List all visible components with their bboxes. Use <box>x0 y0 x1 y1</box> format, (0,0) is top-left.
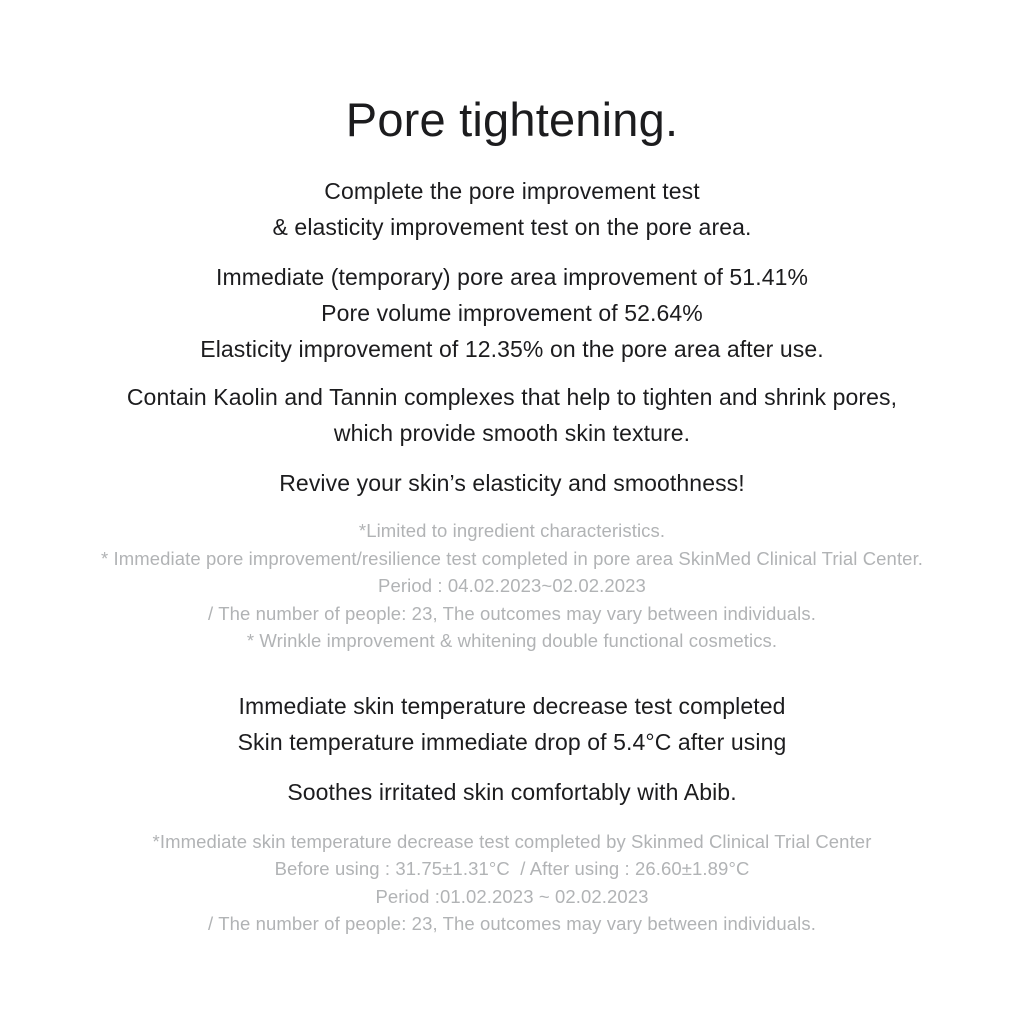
pore-intro-line: Complete the pore improvement test <box>324 178 700 204</box>
temperature-result-line: Skin temperature immediate drop of 5.4°C after using <box>237 728 787 755</box>
pore-disclaimer-line: Period : 04.02.2023~02.02.2023 <box>378 575 646 596</box>
pore-intro-line: & elasticity improvement test on the pore area. <box>272 214 752 240</box>
pore-tagline-line: Revive your skin’s elasticity and smoothness! <box>279 470 745 496</box>
temperature-disclaimer-line: Before using : 31.75±1.31°C / After using : 26.60±1.89°C <box>274 858 750 879</box>
pore-disclaimer-line: *Limited to ingredient characteristics. <box>358 520 666 541</box>
pore-disclaimer-line: * Wrinkle improvement & whitening double functional cosmetics. <box>246 630 778 651</box>
temperature-disclaimer-line: / The number of people: 23, The outcomes may vary between individuals. <box>208 913 816 934</box>
pore-tagline <box>0 465 1024 501</box>
temperature-result-line: Immediate skin temperature decrease test completed <box>238 692 786 719</box>
pore-disclaimer <box>0 517 1024 655</box>
pore-disclaimer-line: * Immediate pore improvement/resilience test completed in pore area SkinMed Clinical Trial Center. <box>100 547 924 569</box>
temperature-tagline <box>0 774 1024 810</box>
temperature-disclaimer <box>0 828 1024 938</box>
temperature-results-paragraph <box>0 688 1024 760</box>
ingredient-line: which provide smooth skin texture. <box>333 420 691 446</box>
temperature-disclaimer-line: *Immediate skin temperature decrease test completed by Skinmed Clinical Trial Center <box>152 830 872 852</box>
temperature-disclaimer-line: Period :01.02.2023 ~ 02.02.2023 <box>375 885 649 907</box>
ingredient-paragraph <box>0 379 1024 451</box>
temperature-tagline-line: Soothes irritated skin comfortably with Abib. <box>287 778 737 805</box>
pore-result-line: Immediate (temporary) pore area improvement of 51.41% <box>215 264 809 290</box>
pore-intro-paragraph <box>0 173 1024 245</box>
pore-results-paragraph <box>0 259 1024 367</box>
page-title: Pore tightening. <box>345 93 679 146</box>
pore-disclaimer-line: / The number of people: 23, The outcomes may vary between individuals. <box>208 602 816 624</box>
pore-result-line: Elasticity improvement of 12.35% on the pore area after use. <box>200 336 824 362</box>
ingredient-line: Contain Kaolin and Tannin complexes that help to tighten and shrink pores, <box>126 384 898 410</box>
pore-result-line: Pore volume improvement of 52.64% <box>321 300 703 326</box>
